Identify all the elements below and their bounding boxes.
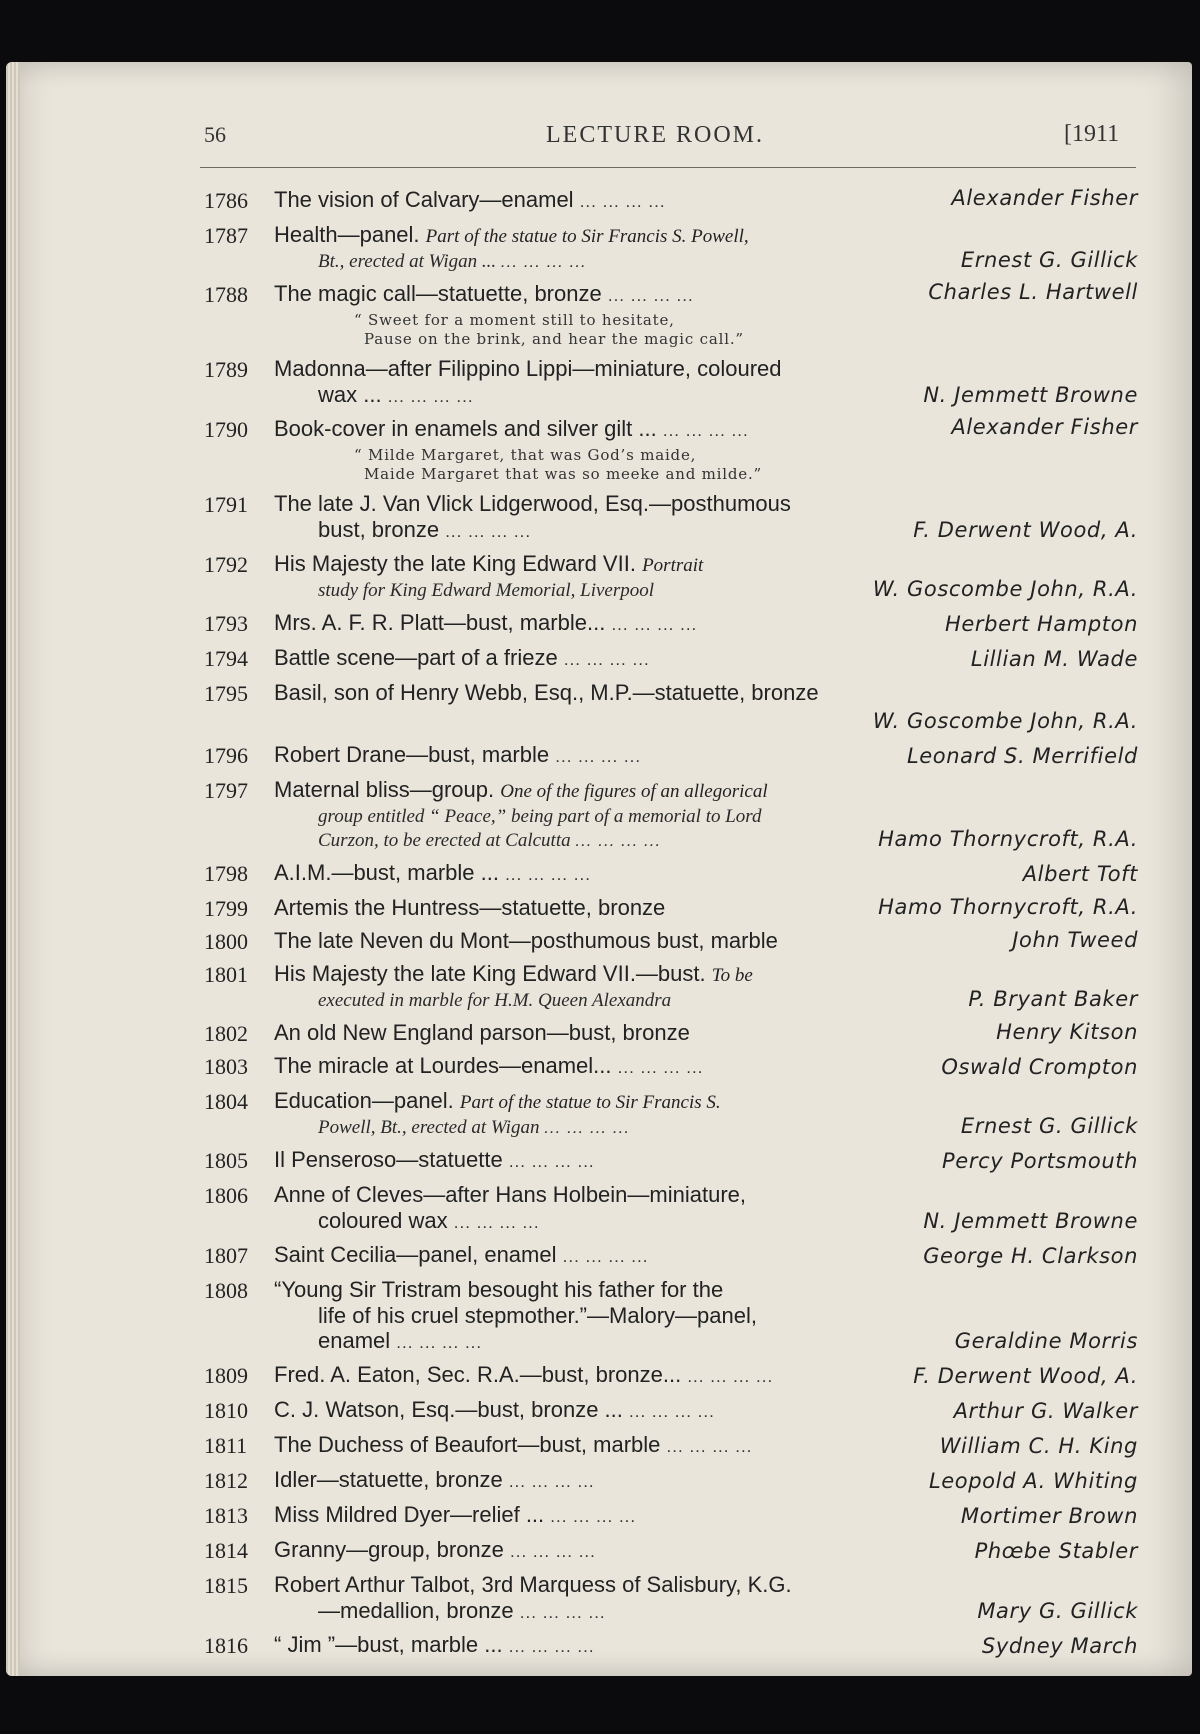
entry-artist: Phœbe Stabler (974, 1539, 1138, 1563)
catalogue-entry: 1791 The late J. Van Vlick Lidgerwood, Esq.—posthumous bust, bronze ... ... ... ... F. Derwent Wood, A. (204, 491, 1138, 542)
entry-number: 1792 (204, 552, 248, 577)
entry-artist: Mary G. Gillick (977, 1599, 1138, 1623)
catalogue-entry: 1810 C. J. Watson, Esq.—bust, bronze ... ... ... ... ... Arthur G. Walker (204, 1397, 1138, 1423)
entry-artist: Oswald Crompton (941, 1055, 1138, 1079)
entry-artist: Mortimer Brown (960, 1504, 1138, 1528)
catalogue-entry: 1790 Book-cover in enamels and silver gilt ... ... ... ... ... Alexander Fisher “ Milde Margaret, that was God’s maide, Maide Margaret that was so meeke and milde.” (204, 415, 1142, 484)
leader-dots: ... ... ... ... (579, 192, 666, 211)
entry-number: 1793 (204, 611, 248, 636)
entry-note: Portrait (642, 555, 704, 576)
catalogue-entry (204, 894, 1142, 921)
entry-note-cont: study for King Edward Memorial, Liverpool (318, 580, 655, 601)
entry-artist: W. Goscombe John, R.A. (872, 577, 1138, 601)
catalogue-entry: 1805 Il Penseroso—statuette ... ... ... ... Percy Portsmouth (204, 1147, 1138, 1173)
entry-artist: Leopold A. Whiting (928, 1469, 1138, 1493)
catalogue-entry: 1809 Fred. A. Eaton, Sec. R.A.—bust, bronze... ... ... ... ... F. Derwent Wood, A. (204, 1362, 1138, 1388)
entry-note: One of the figures of an allegorical (500, 781, 768, 802)
entry-artist: N. Jemmett Browne (923, 383, 1138, 407)
entry-number: 1795 (204, 681, 248, 706)
entry-number: 1790 (204, 417, 248, 442)
entry-note-cont: Powell, Bt., erected at Wigan (318, 1117, 540, 1138)
entry-artist: Percy Portsmouth (942, 1149, 1138, 1173)
entry-number: 1816 (204, 1633, 248, 1658)
catalogue-entry: 1803 The miracle at Lourdes—enamel... ... ... ... ... Oswald Crompton (204, 1053, 1138, 1079)
header-rule (200, 167, 1136, 168)
entry-artist: W. Goscombe John, R.A. (872, 709, 1138, 733)
catalogue-entry: 1808 “Young Sir Tristram besought his father for the life of his cruel stepmother.”—Malory—panel, enamel ... ... ... ... Geraldine Morris (204, 1277, 1138, 1353)
entry-artist: P. Bryant Baker (968, 987, 1138, 1011)
entry-artist: Ernest G. Gillick (960, 248, 1138, 272)
entry-title-cont: —medallion, bronze (318, 1598, 514, 1623)
catalogue-entry (204, 550, 1142, 603)
catalogue-entry (204, 927, 1142, 954)
entry-artist: Lillian M. Wade (970, 647, 1138, 671)
entry-number: 1799 (204, 896, 248, 921)
catalogue-entry: 1789 Madonna—after Filippino Lippi—miniature, coloured wax ... ... ... ... ... N. Jemmett Browne (204, 356, 1138, 407)
entry-artist: John Tweed (1012, 928, 1138, 952)
entry-number: 1797 (204, 778, 248, 803)
entry-note-cont: Curzon, to be erected at Calcutta (318, 830, 571, 851)
entry-title: The magic call—statuette, bronze (274, 281, 602, 306)
catalogue-entry: 1798 A.I.M.—bust, marble ... ... ... ... ... Albert Toft (204, 860, 1138, 886)
entry-number: 1802 (204, 1021, 248, 1046)
entry-title: An old New England parson—bust, bronze (274, 1020, 690, 1045)
entry-title: The late J. Van Vlick Lidgerwood, Esq.—posthumous (274, 491, 791, 516)
entry-artist: George H. Clarkson (923, 1244, 1138, 1268)
entry-number: 1813 (204, 1503, 248, 1528)
entry-artist: Geraldine Morris (954, 1329, 1138, 1353)
entry-title: The late Neven du Mont—posthumous bust, marble (274, 928, 778, 953)
entry-title: Health—panel. (274, 222, 420, 247)
entry-quote: “ Milde Margaret, that was God’s maide, Maide Margaret that was so meeke and milde.” (354, 446, 762, 483)
entry-artist: Herbert Hampton (945, 612, 1138, 636)
catalogue-entry (204, 679, 1142, 735)
catalogue-entry: 1813 Miss Mildred Dyer—relief ... ... ... ... ... Mortimer Brown (204, 1502, 1138, 1528)
entry-artist: N. Jemmett Browne (923, 1209, 1138, 1233)
entry-artist: Charles L. Hartwell (928, 280, 1138, 304)
entry-artist: Alexander Fisher (951, 186, 1138, 210)
entry-number: 1814 (204, 1538, 248, 1563)
entry-title: Madonna—after Filippino Lippi—miniature, coloured (274, 356, 782, 381)
entry-artist: F. Derwent Wood, A. (913, 518, 1138, 542)
catalogue-entry (204, 186, 1142, 215)
entry-title: “ Jim ”—bust, marble ... (274, 1632, 503, 1657)
catalogue-entry: 1814 Granny—group, bronze ... ... ... ... Phœbe Stabler (204, 1537, 1138, 1563)
catalogue-entry: 1793 Mrs. A. F. R. Platt—bust, marble... ... ... ... ... Herbert Hampton (204, 610, 1138, 636)
entry-number: 1809 (204, 1363, 248, 1388)
entry-number: 1796 (204, 743, 248, 768)
entry-note: To be (711, 965, 753, 986)
entry-title: Fred. A. Eaton, Sec. R.A.—bust, bronze... (274, 1362, 682, 1387)
page-edge (6, 62, 20, 1676)
entry-number: 1807 (204, 1243, 248, 1268)
catalogue-entry (204, 1019, 1142, 1046)
entry-number: 1805 (204, 1148, 248, 1173)
catalogue-entry: 1815 Robert Arthur Talbot, 3rd Marquess of Salisbury, K.G. —medallion, bronze ... ... ... ... Mary G. Gillick (204, 1572, 1138, 1623)
entry-title: C. J. Watson, Esq.—bust, bronze ... (274, 1397, 623, 1422)
entry-artist: F. Derwent Wood, A. (913, 1364, 1138, 1388)
entry-title: His Majesty the late King Edward VII. (274, 551, 636, 576)
entry-title-cont: enamel (318, 1328, 391, 1353)
entry-number: 1810 (204, 1398, 248, 1423)
page-number: 56 (204, 122, 226, 147)
entry-title-cont: coloured wax (318, 1208, 448, 1233)
page-title: LECTURE ROOM. (546, 122, 764, 148)
catalogue-entry (204, 960, 1142, 1013)
entry-title-cont: wax ... (318, 382, 382, 407)
catalogue-entry: 1797 Maternal bliss—group. One of the figures of an allegorical group entitled “ Peace,” being part of a memorial to Lord Curzon, to be erected at Calcutta ... ... ... ... Hamo Thornycroft, R.A. (204, 777, 1138, 851)
catalogue-entry: 1812 Idler—statuette, bronze ... ... ... ... Leopold A. Whiting (204, 1467, 1138, 1493)
entry-title: Anne of Cleves—after Hans Holbein—miniature, (274, 1182, 747, 1207)
entry-title: Idler—statuette, bronze (274, 1467, 503, 1492)
entry-title: The vision of Calvary—enamel (274, 187, 574, 212)
entry-artist: Ernest G. Gillick (960, 1114, 1138, 1138)
entry-title: The Duchess of Beaufort—bust, marble (274, 1432, 661, 1457)
entry-number: 1806 (204, 1183, 248, 1208)
entry-note-cont: group entitled “ Peace,” being part of a memorial to Lord (318, 806, 762, 827)
catalogue-entry: 1796 Robert Drane—bust, marble ... ... ... ... Leonard S. Merrifield (204, 742, 1138, 768)
entry-number: 1804 (204, 1089, 248, 1114)
entry-note-cont: Bt., erected at Wigan ... (318, 251, 497, 272)
entry-title: Battle scene—part of a frieze (274, 645, 558, 670)
catalogue-entry: 1788 The magic call—statuette, bronze ... ... ... ... Charles L. Hartwell “ Sweet for a moment still to hesitate, Pause on the brink, and hear the magic call.” (204, 280, 1142, 349)
entry-number: 1803 (204, 1054, 248, 1079)
entry-title: His Majesty the late King Edward VII.—bust. (274, 961, 706, 986)
entry-title: Il Penseroso—statuette (274, 1147, 503, 1172)
entry-number: 1815 (204, 1573, 248, 1598)
entry-artist: Arthur G. Walker (953, 1399, 1138, 1423)
entry-title: Miss Mildred Dyer—relief ... (274, 1502, 545, 1527)
entry-number: 1788 (204, 282, 248, 307)
entry-number: 1789 (204, 357, 248, 382)
entry-title-cont: bust, bronze (318, 517, 440, 542)
running-head (0, 118, 1200, 158)
entry-note: Part of the statue to Sir Francis S. (459, 1092, 721, 1113)
entry-title-cont: life of his cruel stepmother.”—Malory—panel, (318, 1303, 757, 1328)
entry-artist: Leonard S. Merrifield (906, 744, 1138, 768)
entry-title: Artemis the Huntress—statuette, bronze (274, 895, 666, 920)
entry-number: 1811 (204, 1433, 248, 1458)
entry-title: A.I.M.—bust, marble ... (274, 860, 499, 885)
entry-artist: Henry Kitson (996, 1020, 1138, 1044)
page-year: [1911 (1064, 121, 1120, 147)
entry-number: 1791 (204, 492, 248, 517)
entry-number: 1800 (204, 929, 248, 954)
entry-number: 1812 (204, 1468, 248, 1493)
entry-number: 1801 (204, 962, 248, 987)
entry-title: Saint Cecilia—panel, enamel (274, 1242, 557, 1267)
catalogue-entries (204, 186, 1142, 1666)
entry-number: 1794 (204, 646, 248, 671)
entry-artist: Alexander Fisher (951, 415, 1138, 439)
catalogue-entry: 1816 “ Jim ”—bust, marble ... ... ... ... ... Sydney March (204, 1632, 1138, 1658)
entry-note-cont: executed in marble for H.M. Queen Alexandra (318, 990, 672, 1011)
entry-note: Part of the statue to Sir Francis S. Powell, (425, 226, 749, 247)
entry-title: “Young Sir Tristram besought his father for the (274, 1277, 724, 1302)
entry-artist: Hamo Thornycroft, R.A. (878, 895, 1138, 919)
entry-title: Granny—group, bronze (274, 1537, 504, 1562)
catalogue-entry: 1811 The Duchess of Beaufort—bust, marble ... ... ... ... William C. H. King (204, 1432, 1138, 1458)
entry-number: 1787 (204, 223, 248, 248)
entry-number: 1808 (204, 1278, 248, 1303)
entry-title: Education—panel. (274, 1088, 454, 1113)
entry-quote: “ Sweet for a moment still to hesitate, Pause on the brink, and hear the magic call.” (354, 311, 744, 348)
entry-title: Maternal bliss—group. (274, 777, 495, 802)
entry-title: Robert Drane—bust, marble (274, 742, 550, 767)
catalogue-entry: 1807 Saint Cecilia—panel, enamel ... ... ... ... George H. Clarkson (204, 1242, 1138, 1268)
entry-number: 1798 (204, 861, 248, 886)
catalogue-entry: 1787 Health—panel. Part of the statue to Sir Francis S. Powell, Bt., erected at Wigan ... ... ... ... ... Ernest G. Gillick (204, 222, 1138, 272)
entry-title: Mrs. A. F. R. Platt—bust, marble... (274, 610, 606, 635)
catalogue-entry: 1794 Battle scene—part of a frieze ... ... ... ... Lillian M. Wade (204, 645, 1138, 671)
entry-artist: Hamo Thornycroft, R.A. (878, 827, 1138, 851)
entry-artist: William C. H. King (939, 1434, 1138, 1458)
entry-title: Robert Arthur Talbot, 3rd Marquess of Salisbury, K.G. (274, 1572, 792, 1597)
entry-title: Basil, son of Henry Webb, Esq., M.P.—statuette, bronze (274, 680, 819, 705)
catalogue-entry: 1804 Education—panel. Part of the statue to Sir Francis S. Powell, Bt., erected at Wigan ... ... ... ... Ernest G. Gillick (204, 1088, 1138, 1138)
entry-title: The miracle at Lourdes—enamel... (274, 1053, 612, 1078)
entry-title: Book-cover in enamels and silver gilt ... (274, 416, 657, 441)
entry-artist: Sydney March (981, 1634, 1138, 1658)
entry-number: 1786 (204, 188, 248, 213)
catalogue-entry: 1806 Anne of Cleves—after Hans Holbein—miniature, coloured wax ... ... ... ... N. Jemmett Browne (204, 1182, 1138, 1233)
entry-artist: Albert Toft (1022, 862, 1138, 886)
